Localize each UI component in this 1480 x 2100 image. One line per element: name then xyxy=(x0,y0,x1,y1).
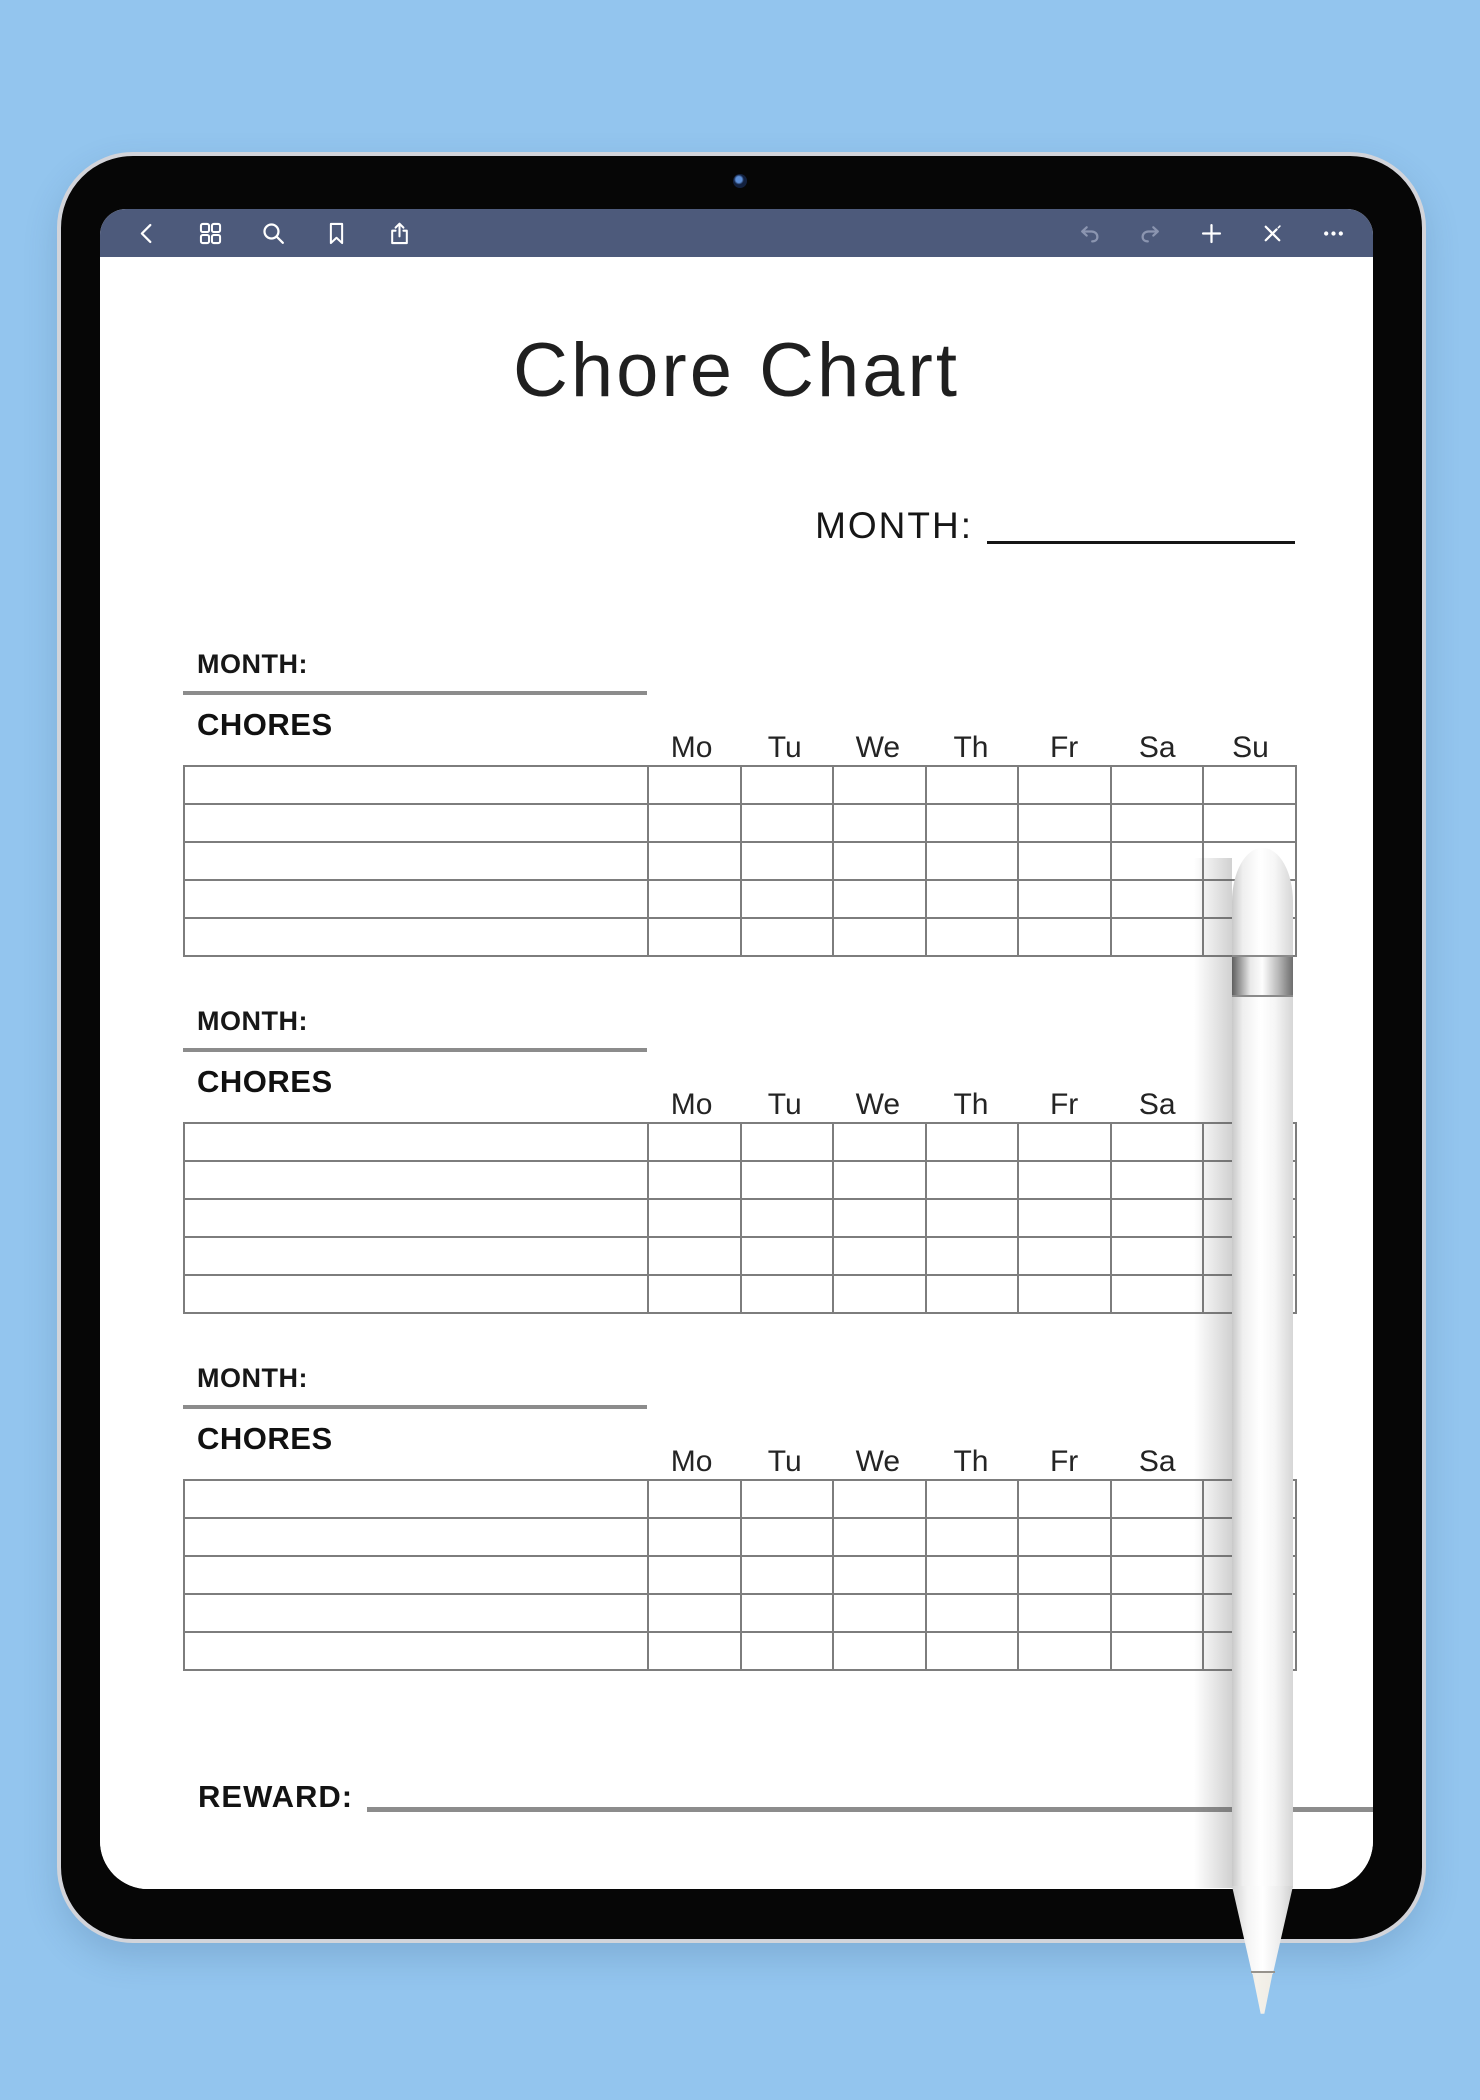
chore-name-cell[interactable] xyxy=(184,842,648,880)
chore-name-cell[interactable] xyxy=(184,1275,648,1313)
day-cell[interactable] xyxy=(1018,842,1111,880)
section-month-write-line[interactable] xyxy=(183,1048,647,1052)
day-cell[interactable] xyxy=(1018,918,1111,956)
day-cell[interactable] xyxy=(741,1275,834,1313)
toolbar-left-group xyxy=(100,220,413,247)
top-month-field xyxy=(815,505,1295,547)
day-cell[interactable] xyxy=(741,1632,834,1670)
top-month-label: MONTH: xyxy=(815,505,973,546)
table-row xyxy=(184,1632,1296,1670)
day-cell[interactable] xyxy=(1018,1123,1111,1161)
day-cell[interactable] xyxy=(648,1237,741,1275)
day-cell[interactable] xyxy=(833,1556,926,1594)
chore-name-cell[interactable] xyxy=(184,1123,648,1161)
chores-heading: CHORES xyxy=(197,707,333,742)
day-header-spacer xyxy=(183,731,645,765)
day-header: Mo xyxy=(670,731,713,764)
table-row xyxy=(184,804,1296,842)
top-month-write-line[interactable] xyxy=(987,541,1295,544)
day-cell[interactable] xyxy=(648,880,741,918)
day-cell[interactable] xyxy=(1111,1518,1204,1556)
day-cell[interactable] xyxy=(648,1199,741,1237)
table-row xyxy=(184,918,1296,956)
table-row xyxy=(184,766,1296,804)
day-header: Tu xyxy=(767,1088,802,1121)
day-cell[interactable] xyxy=(648,1556,741,1594)
day-cell[interactable] xyxy=(1111,1237,1204,1275)
day-cell[interactable] xyxy=(926,842,1019,880)
chore-name-cell[interactable] xyxy=(184,1632,648,1670)
add-icon[interactable] xyxy=(1198,220,1225,247)
more-ellipsis-icon[interactable] xyxy=(1320,220,1347,247)
day-cell[interactable] xyxy=(1018,1518,1111,1556)
day-cell[interactable] xyxy=(1018,1480,1111,1518)
chore-section-2 xyxy=(183,1006,1297,1324)
thumbnails-grid-icon[interactable] xyxy=(197,220,224,247)
day-cell[interactable] xyxy=(833,804,926,842)
day-header: Tu xyxy=(767,1445,802,1478)
day-cell[interactable] xyxy=(1111,1594,1204,1632)
day-cell[interactable] xyxy=(648,1480,741,1518)
day-header: Su xyxy=(1232,731,1269,764)
day-cell[interactable] xyxy=(833,766,926,804)
day-cell[interactable] xyxy=(1111,1199,1204,1237)
day-cell[interactable] xyxy=(1111,918,1204,956)
day-cell[interactable] xyxy=(741,1518,834,1556)
day-header-row xyxy=(183,1445,1297,1479)
day-cell[interactable] xyxy=(1111,842,1204,880)
day-header: Fr xyxy=(1049,731,1079,764)
day-cell[interactable] xyxy=(833,918,926,956)
chore-name-cell[interactable] xyxy=(184,880,648,918)
day-cell[interactable] xyxy=(648,1275,741,1313)
day-header: Th xyxy=(953,1445,989,1478)
day-cell[interactable] xyxy=(1018,1275,1111,1313)
day-cell[interactable] xyxy=(741,1594,834,1632)
chore-name-cell[interactable] xyxy=(184,1594,648,1632)
chore-section-1 xyxy=(183,649,1297,967)
undo-icon[interactable] xyxy=(1076,220,1103,247)
share-icon[interactable] xyxy=(386,220,413,247)
table-row xyxy=(184,1518,1296,1556)
day-header-spacer xyxy=(183,1088,645,1122)
day-header: Mo xyxy=(670,1445,713,1478)
chore-name-cell[interactable] xyxy=(184,1199,648,1237)
chore-name-cell[interactable] xyxy=(184,804,648,842)
redo-icon[interactable] xyxy=(1137,220,1164,247)
day-cell[interactable] xyxy=(1018,1556,1111,1594)
chore-name-cell[interactable] xyxy=(184,918,648,956)
day-cell[interactable] xyxy=(648,1594,741,1632)
day-cell[interactable] xyxy=(926,1275,1019,1313)
stylus-silver-band xyxy=(1232,955,1293,997)
chore-name-cell[interactable] xyxy=(184,1518,648,1556)
table-row xyxy=(184,1237,1296,1275)
table-row xyxy=(184,842,1296,880)
chores-heading: CHORES xyxy=(197,1064,333,1099)
chore-name-cell[interactable] xyxy=(184,1237,648,1275)
day-cell[interactable] xyxy=(741,1237,834,1275)
day-cell[interactable] xyxy=(833,1237,926,1275)
chore-name-cell[interactable] xyxy=(184,1161,648,1199)
day-cell[interactable] xyxy=(1111,1556,1204,1594)
day-header: We xyxy=(855,731,901,764)
day-cell[interactable] xyxy=(926,918,1019,956)
day-cell[interactable] xyxy=(1018,1594,1111,1632)
day-cell[interactable] xyxy=(926,1199,1019,1237)
day-header: Fr xyxy=(1049,1088,1079,1121)
day-header: Sa xyxy=(1138,1445,1176,1478)
day-header: We xyxy=(855,1088,901,1121)
day-cell[interactable] xyxy=(741,842,834,880)
day-cell[interactable] xyxy=(1018,766,1111,804)
day-cell[interactable] xyxy=(648,842,741,880)
day-cell[interactable] xyxy=(1111,880,1204,918)
day-header: Sa xyxy=(1138,1088,1176,1121)
day-cell[interactable] xyxy=(1018,1237,1111,1275)
tablet-screen xyxy=(100,209,1373,1889)
day-cell[interactable] xyxy=(741,1161,834,1199)
front-camera xyxy=(733,174,747,188)
day-cell[interactable] xyxy=(833,1161,926,1199)
section-month-write-line[interactable] xyxy=(183,1405,647,1409)
chore-table xyxy=(183,1479,1297,1671)
day-cell[interactable] xyxy=(741,880,834,918)
table-row xyxy=(184,1480,1296,1518)
day-cell[interactable] xyxy=(741,918,834,956)
day-cell[interactable] xyxy=(741,1556,834,1594)
chores-heading: CHORES xyxy=(197,1421,333,1456)
day-header-row xyxy=(183,731,1297,765)
table-row xyxy=(184,1199,1296,1237)
reward-label: REWARD: xyxy=(198,1779,354,1814)
page-title: Chore Chart xyxy=(513,328,960,413)
section-month-label: MONTH: xyxy=(197,649,308,679)
bookmark-icon[interactable] xyxy=(323,220,350,247)
day-cell[interactable] xyxy=(648,1518,741,1556)
chore-name-cell[interactable] xyxy=(184,1556,648,1594)
table-row xyxy=(184,880,1296,918)
search-icon[interactable] xyxy=(260,220,287,247)
day-cell[interactable] xyxy=(741,1123,834,1161)
day-cell[interactable] xyxy=(1111,1632,1204,1670)
day-cell[interactable] xyxy=(926,880,1019,918)
chore-name-cell[interactable] xyxy=(184,1480,648,1518)
day-cell[interactable] xyxy=(1018,1161,1111,1199)
day-header: Fr xyxy=(1049,1445,1079,1478)
stylus-pencil xyxy=(1232,848,1293,1888)
day-cell[interactable] xyxy=(926,1161,1019,1199)
stylus-shadow xyxy=(1194,858,1232,1888)
day-cell[interactable] xyxy=(1111,1161,1204,1199)
day-header: Mo xyxy=(670,1088,713,1121)
day-cell[interactable] xyxy=(833,1275,926,1313)
day-cell[interactable] xyxy=(741,1480,834,1518)
day-cell[interactable] xyxy=(1111,1123,1204,1161)
chore-name-cell[interactable] xyxy=(184,766,648,804)
table-row xyxy=(184,1161,1296,1199)
note-page[interactable] xyxy=(100,257,1373,1889)
table-row xyxy=(184,1594,1296,1632)
day-cell[interactable] xyxy=(648,766,741,804)
day-header: We xyxy=(855,1445,901,1478)
section-month-label: MONTH: xyxy=(197,1363,308,1393)
day-cell[interactable] xyxy=(926,1480,1019,1518)
day-cell[interactable] xyxy=(1018,1632,1111,1670)
day-cell[interactable] xyxy=(926,1237,1019,1275)
day-cell[interactable] xyxy=(648,1161,741,1199)
day-cell[interactable] xyxy=(926,804,1019,842)
day-cell[interactable] xyxy=(1018,880,1111,918)
toolbar-right-group xyxy=(1076,220,1373,247)
back-icon[interactable] xyxy=(134,220,161,247)
chore-table xyxy=(183,765,1297,957)
day-cell[interactable] xyxy=(926,766,1019,804)
chore-section-3 xyxy=(183,1363,1297,1681)
day-cell[interactable] xyxy=(833,1199,926,1237)
day-header: Th xyxy=(953,1088,989,1121)
day-cell[interactable] xyxy=(833,880,926,918)
day-cell[interactable] xyxy=(833,842,926,880)
day-header-spacer xyxy=(183,1445,645,1479)
day-cell[interactable] xyxy=(741,804,834,842)
section-month-write-line[interactable] xyxy=(183,691,647,695)
day-cell[interactable] xyxy=(648,1632,741,1670)
day-cell[interactable] xyxy=(926,1518,1019,1556)
day-cell[interactable] xyxy=(648,1123,741,1161)
day-header: Sa xyxy=(1138,731,1176,764)
day-cell[interactable] xyxy=(1111,1275,1204,1313)
table-row xyxy=(184,1556,1296,1594)
day-cell[interactable] xyxy=(833,1123,926,1161)
day-cell[interactable] xyxy=(926,1632,1019,1670)
day-cell[interactable] xyxy=(741,1199,834,1237)
day-cell[interactable] xyxy=(648,804,741,842)
day-header: Th xyxy=(953,731,989,764)
stylus-tip-seam xyxy=(1251,1971,1275,1973)
day-cell[interactable] xyxy=(1018,804,1111,842)
day-cell[interactable] xyxy=(1111,1480,1204,1518)
day-cell[interactable] xyxy=(1111,804,1204,842)
day-cell[interactable] xyxy=(1111,766,1204,804)
stylus-tip xyxy=(1232,1972,1293,2016)
day-cell[interactable] xyxy=(833,1594,926,1632)
table-row xyxy=(184,1123,1296,1161)
day-cell[interactable] xyxy=(926,1123,1019,1161)
day-cell[interactable] xyxy=(741,766,834,804)
day-cell[interactable] xyxy=(833,1518,926,1556)
day-header: Tu xyxy=(767,731,802,764)
day-header-row xyxy=(183,1088,1297,1122)
table-row xyxy=(184,1275,1296,1313)
app-toolbar xyxy=(100,209,1373,257)
day-cell[interactable] xyxy=(926,1556,1019,1594)
day-cell[interactable] xyxy=(833,1632,926,1670)
chore-table xyxy=(183,1122,1297,1314)
day-cell[interactable] xyxy=(833,1480,926,1518)
pen-cross-icon[interactable] xyxy=(1259,220,1286,247)
day-cell[interactable] xyxy=(926,1594,1019,1632)
day-cell[interactable] xyxy=(1203,766,1296,804)
day-cell[interactable] xyxy=(648,918,741,956)
day-cell[interactable] xyxy=(1018,1199,1111,1237)
section-month-label: MONTH: xyxy=(197,1006,308,1036)
day-cell[interactable] xyxy=(1203,804,1296,842)
